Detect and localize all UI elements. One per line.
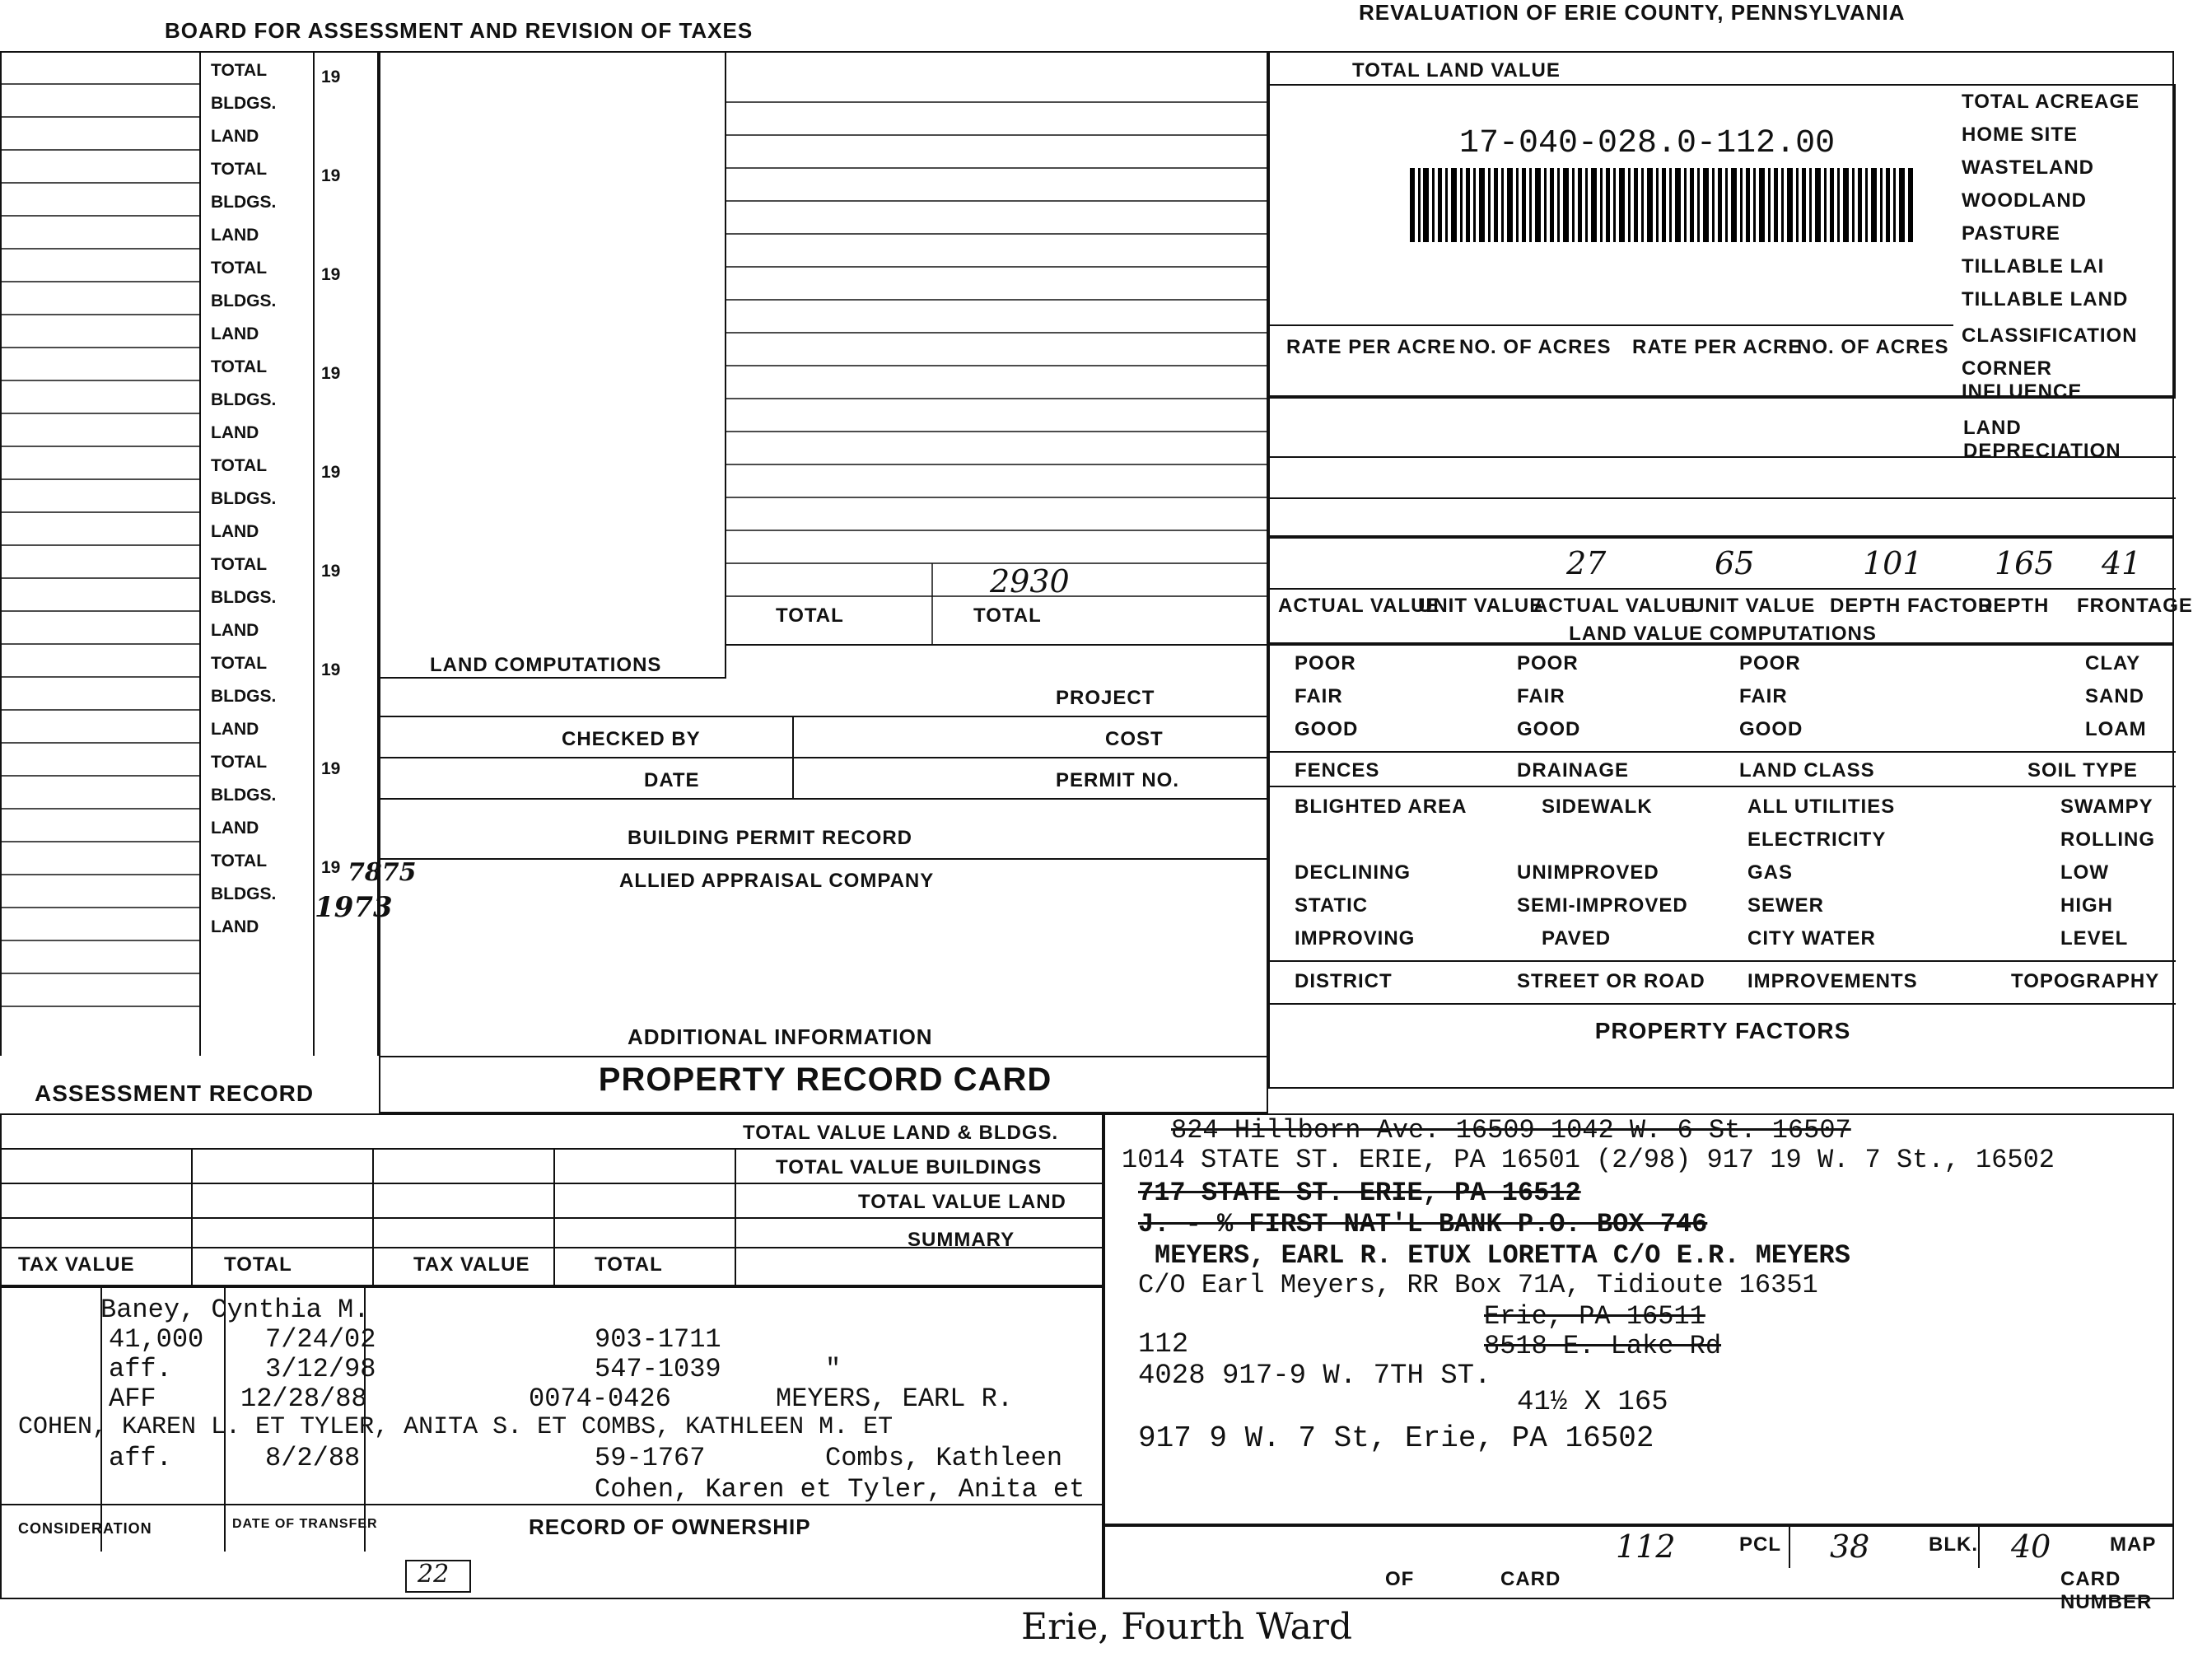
ownership-date: 3/12/98 <box>265 1354 376 1384</box>
year-prefix: 19 <box>321 759 341 778</box>
blighted-area: BLIGHTED AREA <box>1295 796 1467 818</box>
rate-per-acre-header: RATE PER ACRE <box>1632 336 1803 358</box>
corner-influence-label: CORNER INFLUENCE <box>1962 357 2083 403</box>
improvements-header: IMPROVEMENTS <box>1747 970 1918 992</box>
land-depreciation-label: LAND DEPRECIATION <box>1963 417 2121 462</box>
district-header: DISTRICT <box>1295 970 1393 992</box>
land-computations-label: LAND COMPUTATIONS <box>430 654 662 676</box>
no-of-acres-header: NO. OF ACRES <box>1459 336 1612 358</box>
topography-header: TOPOGRAPHY <box>2011 970 2160 992</box>
checked-by-label: CHECKED BY <box>562 728 701 750</box>
ownership-table <box>0 1286 1103 1599</box>
ownership-name: COHEN, KAREN L. ET TYLER, ANITA S. ET COMBS, KATHLEEN M. ET <box>18 1413 894 1441</box>
pcl-label: PCL <box>1739 1533 1781 1556</box>
bldgs-label: BLDGS. <box>211 786 277 805</box>
summary-title: SUMMARY <box>908 1229 1015 1251</box>
frontage-header: FRONTAGE <box>2077 595 2193 617</box>
owner-address-box <box>1103 1113 2174 1525</box>
blk-value: 38 <box>1830 1528 1870 1565</box>
ownership-consideration: aff. <box>109 1443 172 1473</box>
cost-label: COST <box>1105 728 1164 750</box>
barcode-bars <box>1410 168 1920 242</box>
ownership-name: MEYERS, EARL R. <box>776 1384 1014 1414</box>
high: HIGH <box>2060 894 2113 917</box>
acreage-panel <box>1268 51 2174 403</box>
ownership-book: 547-1039 <box>595 1354 721 1384</box>
depreciation-panel <box>1268 397 2174 537</box>
owner-line-1: 824 Hillborn Ave. 16509 1042 W. 6 St. 16507 <box>1171 1115 1851 1146</box>
unit-value-header: UNIT VALUE <box>1418 595 1544 617</box>
property-factors-panel <box>1268 644 2174 1089</box>
soil-type-header: SOIL TYPE <box>2027 759 2138 782</box>
ownership-book: 903-1711 <box>595 1324 721 1355</box>
land-value-area <box>726 53 1270 646</box>
classification-label: CLASSIFICATION <box>1962 324 2138 347</box>
ownership-date: 8/2/88 <box>265 1443 361 1473</box>
summary-row-land-bldgs: TOTAL VALUE LAND & BLDGS. <box>743 1122 1059 1144</box>
total-acreage-label: TOTAL ACREAGE <box>1962 91 2140 113</box>
pasture-label: PASTURE <box>1962 222 2060 245</box>
land-class-header: LAND CLASS <box>1739 759 1875 782</box>
bldgs-label: BLDGS. <box>211 292 277 310</box>
middle-panel <box>379 51 1268 1113</box>
unit-value-header: UNIT VALUE <box>1690 595 1816 617</box>
unimproved: UNIMPROVED <box>1517 861 1659 884</box>
actual-value: 27 <box>1566 545 1607 581</box>
semi-improved: SEMI-IMPROVED <box>1517 894 1688 917</box>
total-label: TOTAL <box>211 357 268 376</box>
summary-row-buildings: TOTAL VALUE BUILDINGS <box>776 1156 1043 1178</box>
gas: GAS <box>1747 861 1794 884</box>
board-title: BOARD FOR ASSESSMENT AND REVISION OF TAXES <box>165 18 754 43</box>
land-label: LAND <box>211 917 259 936</box>
bldgs-label: BLDGS. <box>211 588 277 607</box>
additional-info-title: ADDITIONAL INFORMATION <box>628 1024 933 1049</box>
drainage-fair: FAIR <box>1517 685 1565 707</box>
depth-factor-header: DEPTH FACTOR <box>1830 595 1994 617</box>
sidewalk: SIDEWALK <box>1542 796 1653 818</box>
bldgs-label: BLDGS. <box>211 489 277 508</box>
property-factors-title: PROPERTY FACTORS <box>1594 1018 1851 1043</box>
allied-appraisal: ALLIED APPRAISAL COMPANY <box>619 870 935 892</box>
ownership-name: Combs, Kathleen <box>825 1443 1063 1473</box>
district-name: Erie, Fourth Ward <box>1021 1606 1353 1648</box>
no-of-acres-header: NO. OF ACRES <box>1797 336 1949 358</box>
unit-value: 65 <box>1715 545 1755 581</box>
soil-loam: LOAM <box>2085 718 2147 740</box>
bldgs-label: BLDGS. <box>211 687 277 706</box>
level: LEVEL <box>2060 927 2129 950</box>
ownership-date: 12/28/88 <box>240 1384 367 1414</box>
swampy: SWAMPY <box>2060 796 2153 818</box>
record-of-ownership-title: RECORD OF OWNERSHIP <box>529 1514 811 1539</box>
wasteland-label: WASTELAND <box>1962 156 2094 179</box>
year-prefix: 19 <box>321 364 341 383</box>
consideration-header: CONSIDERATION <box>18 1520 152 1537</box>
footer-strip <box>1103 1525 2174 1613</box>
all-utilities: ALL UTILITIES <box>1747 796 1896 818</box>
tillable-land-label: TILLABLE LAND <box>1962 288 2129 310</box>
permit-no-label: PERMIT NO. <box>1056 769 1180 791</box>
barcode <box>1410 125 1920 234</box>
owner-line-4: J. - % FIRST NAT'L BANK P.O. BOX 746 <box>1138 1209 1708 1239</box>
land-label: LAND <box>211 819 259 838</box>
land-label: LAND <box>211 226 259 245</box>
date-of-transfer-header: DATE OF TRANSFER <box>232 1517 378 1531</box>
total-label: TOTAL <box>211 852 268 870</box>
home-site-label: HOME SITE <box>1962 124 2079 146</box>
land-label: LAND <box>211 127 259 146</box>
handwritten-note: 7875 <box>348 858 417 887</box>
drainage-poor: POOR <box>1517 652 1579 674</box>
year-prefix: 19 <box>321 463 341 482</box>
fences-header: FENCES <box>1295 759 1380 782</box>
map-value: 40 <box>2011 1528 2051 1565</box>
card-label: CARD <box>1500 1568 1561 1590</box>
actual-value-header: ACTUAL VALUE <box>1278 595 1440 617</box>
street-or-road-header: STREET OR ROAD <box>1517 970 1705 992</box>
year-prefix: 19 <box>321 166 341 185</box>
total-label: TOTAL <box>211 259 268 278</box>
land-label: LAND <box>211 522 259 541</box>
ownership-consideration: 41,000 <box>109 1324 204 1355</box>
land-value-total-header: TOTAL <box>776 604 844 627</box>
building-permit-record <box>380 679 1270 860</box>
summary-col-total: TOTAL <box>595 1253 663 1276</box>
ownership-date: 7/24/02 <box>265 1324 376 1355</box>
bldgs-label: BLDGS. <box>211 884 277 903</box>
year-prefix: 19 <box>321 562 341 581</box>
lot-dimensions: 41½ X 165 <box>1517 1387 1668 1418</box>
paved: PAVED <box>1542 927 1612 950</box>
year-prefix: 19 <box>321 660 341 679</box>
land-label: LAND <box>211 423 259 442</box>
soil-sand: SAND <box>2085 685 2145 707</box>
summary-table <box>0 1113 1103 1286</box>
drainage-good: GOOD <box>1517 718 1581 740</box>
additional-information <box>380 860 1270 1057</box>
assessment-record <box>0 51 417 1106</box>
date-label: DATE <box>644 769 700 791</box>
drainage-header: DRAINAGE <box>1517 759 1630 782</box>
fences-good: GOOD <box>1295 718 1359 740</box>
project-label: PROJECT <box>1056 687 1155 709</box>
ownership-consideration: AFF <box>109 1384 156 1414</box>
actual-value-header: ACTUAL VALUE <box>1533 595 1696 617</box>
land-class-poor: POOR <box>1739 652 1801 674</box>
fences-poor: POOR <box>1295 652 1356 674</box>
land-label: LAND <box>211 621 259 640</box>
ownership-name: " <box>825 1354 842 1384</box>
map-label: MAP <box>2110 1533 2157 1556</box>
land-class-fair: FAIR <box>1739 685 1788 707</box>
ownership-name: Baney, Cynthia M. <box>100 1295 370 1325</box>
acres-header-row <box>1270 324 1953 366</box>
handwritten-year: 1973 <box>315 891 393 924</box>
owner-line-6: C/O Earl Meyers, RR Box 71A, Tidioute 16351 <box>1138 1270 1818 1300</box>
land-value-total-header: TOTAL <box>973 604 1042 627</box>
land-label: LAND <box>211 720 259 739</box>
parcel-number: 17-040-028.0-112.00 <box>1459 125 1836 162</box>
bldgs-label: BLDGS. <box>211 390 277 409</box>
static: STATIC <box>1295 894 1369 917</box>
electricity: ELECTRICITY <box>1747 828 1887 851</box>
land-value-total: 2930 <box>990 563 1070 600</box>
year-prefix: 19 <box>321 68 341 86</box>
improving: IMPROVING <box>1295 927 1416 950</box>
city-water: CITY WATER <box>1747 927 1876 950</box>
owner-line-5: MEYERS, EARL R. ETUX LORETTA C/O E.R. MEYERS <box>1155 1240 1850 1271</box>
ownership-consideration: aff. <box>109 1354 172 1384</box>
land-value-lines <box>726 53 1270 646</box>
assessment-ruled-area <box>2 51 199 1056</box>
total-label: TOTAL <box>211 654 268 673</box>
owner-line-3: 717 STATE ST. ERIE, PA 16512 <box>1138 1178 1581 1208</box>
total-label: TOTAL <box>211 61 268 80</box>
assessment-record-title: ASSESSMENT RECORD <box>35 1080 315 1106</box>
total-land-value-label: TOTAL LAND VALUE <box>1352 59 1561 82</box>
street-address: 4028 917-9 W. 7TH ST. <box>1138 1360 1491 1392</box>
lot-number: 112 <box>1138 1329 1189 1360</box>
ownership-book: 59-1767 <box>595 1443 706 1473</box>
summary-row-land: TOTAL VALUE LAND <box>858 1191 1066 1213</box>
year-prefix: 19 <box>321 858 341 877</box>
pcl-value: 112 <box>1616 1528 1676 1565</box>
acreage-labels <box>1953 86 2176 403</box>
land-computations-box <box>380 53 726 679</box>
of-label: OF <box>1385 1568 1415 1590</box>
rate-per-acre-header: RATE PER ACRE <box>1286 336 1457 358</box>
county-title: REVALUATION OF ERIE COUNTY, PENNSYLVANIA <box>1359 0 1906 25</box>
land-class-good: GOOD <box>1739 718 1803 740</box>
soil-table <box>1270 646 2176 786</box>
ownership-book: 0074-0426 <box>529 1384 671 1414</box>
assessment-lines <box>2 51 199 1056</box>
depth: 165 <box>1995 545 2055 581</box>
frontage: 41 <box>2102 545 2142 581</box>
total-label: TOTAL <box>211 753 268 772</box>
summary-col-total: TOTAL <box>224 1253 292 1276</box>
property-record-card-title: PROPERTY RECORD CARD <box>598 1062 1052 1098</box>
low: LOW <box>2060 861 2109 884</box>
ownership-name: Cohen, Karen et Tyler, Anita et <box>595 1474 1085 1505</box>
woodland-label: WOODLAND <box>1962 189 2087 212</box>
land-value-title: LAND VALUE COMPUTATIONS <box>1569 623 1877 645</box>
stamp-number: 22 <box>418 1560 450 1589</box>
year-prefix: 19 <box>321 265 341 284</box>
depth-factor: 101 <box>1863 545 1923 581</box>
total-label: TOTAL <box>211 456 268 475</box>
tillable-lai-label: TILLABLE LAI <box>1962 255 2105 278</box>
total-label: TOTAL <box>211 160 268 179</box>
fences-fair: FAIR <box>1295 685 1343 707</box>
declining: DECLINING <box>1295 861 1411 884</box>
factors-table <box>1270 786 2176 1057</box>
situs-address: 917 9 W. 7 St, Erie, PA 16502 <box>1138 1421 1654 1455</box>
owner-line-2: 1014 STATE ST. ERIE, PA 16501 (2/98) 917 19 W. 7 St., 16502 <box>1122 1145 2055 1175</box>
rolling: ROLLING <box>2060 828 2155 851</box>
land-value-table <box>1268 537 2193 645</box>
building-permit-title: BUILDING PERMIT RECORD <box>628 827 912 849</box>
summary-col-tax-value: TAX VALUE <box>18 1253 135 1276</box>
soil-clay: CLAY <box>2085 652 2141 674</box>
owner-line-8: 8518 E. Lake Rd <box>1484 1331 1722 1361</box>
assessment-label-column <box>199 51 315 1056</box>
bldgs-label: BLDGS. <box>211 193 277 212</box>
card-number-label: CARD NUMBER <box>2060 1568 2153 1613</box>
total-label: TOTAL <box>211 555 268 574</box>
land-label: LAND <box>211 324 259 343</box>
blk-label: BLK. <box>1929 1533 1978 1556</box>
sewer: SEWER <box>1747 894 1825 917</box>
depth-header: DEPTH <box>1978 595 2050 617</box>
owner-line-7: Erie, PA 16511 <box>1484 1301 1705 1332</box>
summary-col-tax-value: TAX VALUE <box>413 1253 530 1276</box>
bldgs-label: BLDGS. <box>211 94 277 113</box>
